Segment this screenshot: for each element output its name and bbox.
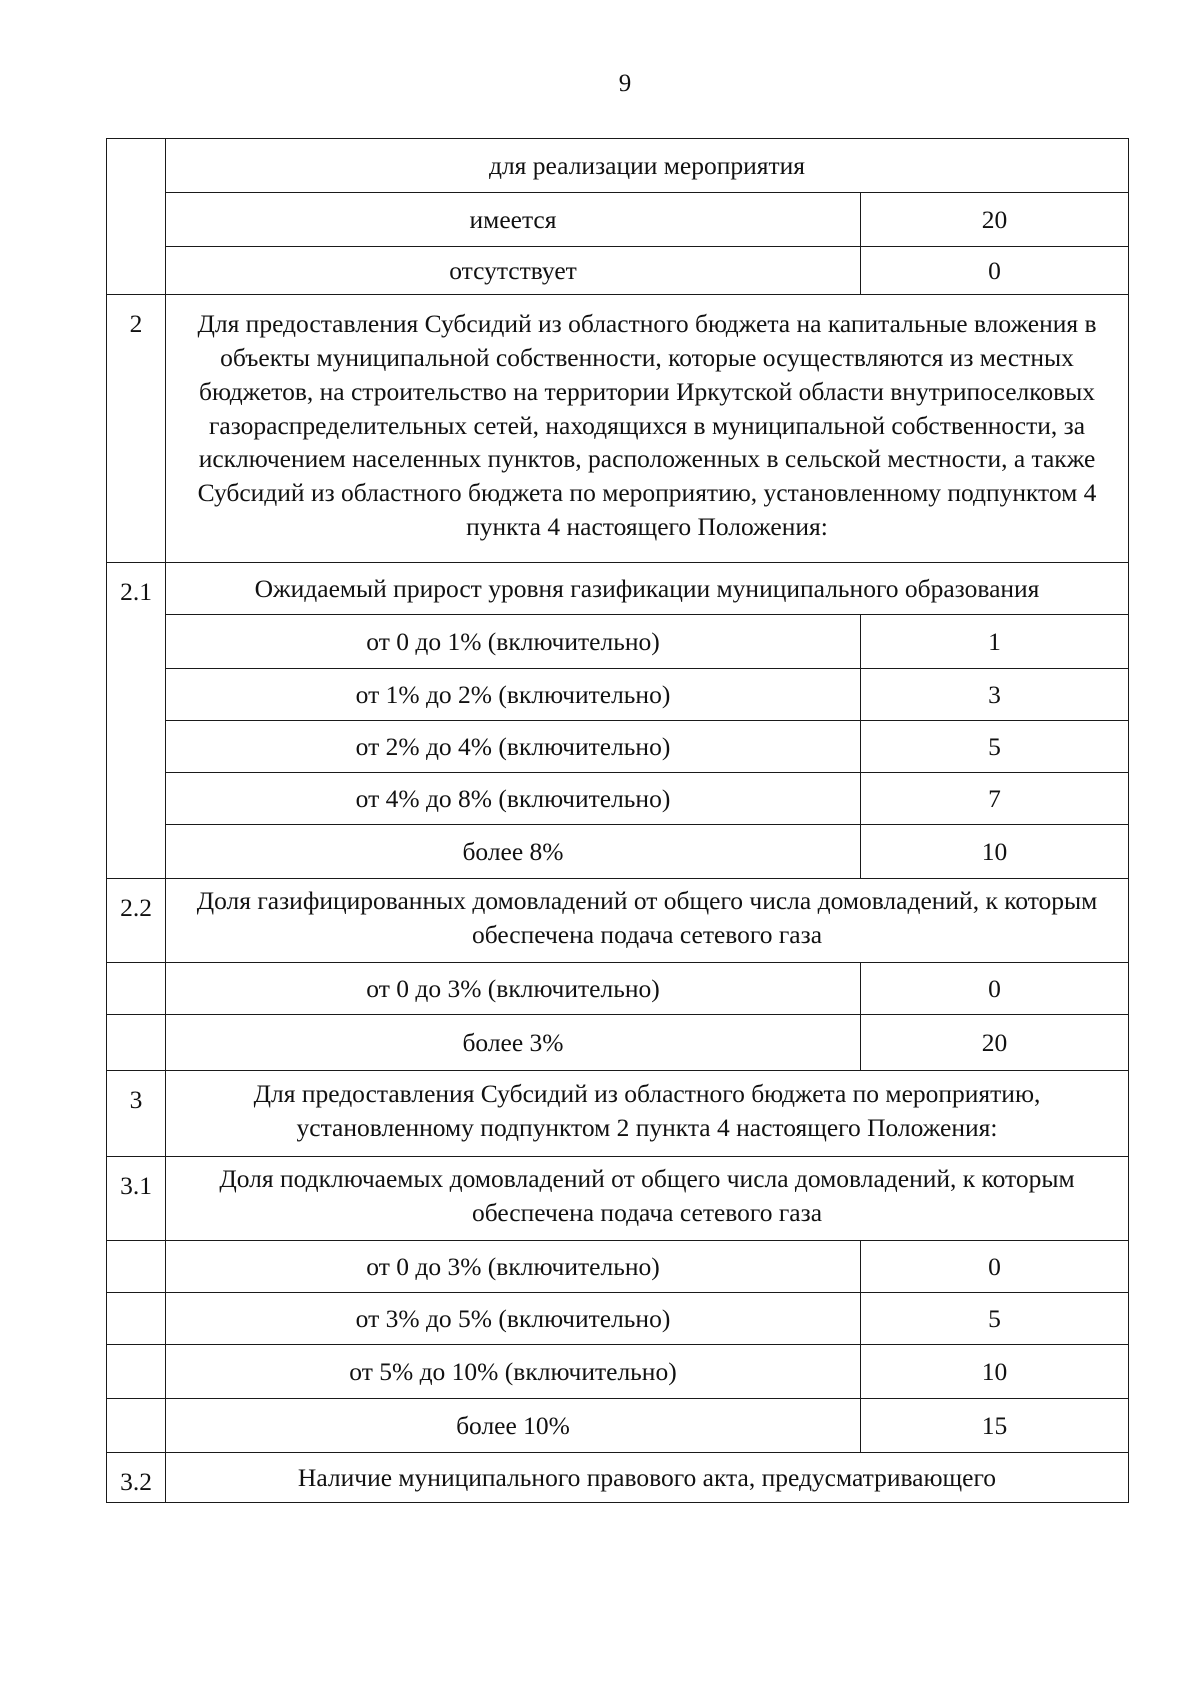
score-value: 1: [861, 615, 1129, 669]
table-row: [107, 563, 1129, 615]
row-number-cell: [107, 963, 166, 1015]
table-row: [107, 963, 1129, 1015]
score-value: 20: [861, 193, 1129, 247]
table-row: [107, 773, 1129, 825]
criterion-text: для реализации мероприятия: [166, 139, 1129, 193]
score-value: 5: [861, 721, 1129, 773]
table-row: [107, 295, 1129, 563]
row-number: 2.1: [107, 563, 166, 879]
table-row: [107, 193, 1129, 247]
option-label: от 4% до 8% (включительно): [166, 773, 861, 825]
page-number: 9: [618, 70, 632, 97]
score-value: 7: [861, 773, 1129, 825]
table-row: [107, 669, 1129, 721]
option-label: более 3%: [166, 1015, 861, 1071]
score-value: 0: [861, 247, 1129, 295]
criterion-text: Доля подключаемых домовладений от общего числа домовладений, к которым обеспечена подача сетевого газа: [166, 1157, 1129, 1241]
score-value: 20: [861, 1015, 1129, 1071]
score-value: 0: [861, 963, 1129, 1015]
table-row: [107, 1015, 1129, 1071]
row-number: 3.2: [107, 1453, 166, 1503]
table-row: [107, 1453, 1129, 1503]
row-number: 3: [107, 1071, 166, 1157]
row-number-cell: [107, 1293, 166, 1345]
option-label: более 8%: [166, 825, 861, 879]
option-label: от 0 до 1% (включительно): [166, 615, 861, 669]
table-row: [107, 615, 1129, 669]
criterion-text: Ожидаемый прирост уровня газификации муниципального образования: [166, 563, 1129, 615]
option-label: от 1% до 2% (включительно): [166, 669, 861, 721]
row-number-cell: [107, 1241, 166, 1293]
table-row: [107, 1345, 1129, 1399]
criterion-text: Для предоставления Субсидий из областного бюджета по мероприятию, установленному подпунктом 2 пункта 4 настоящего Положения:: [166, 1071, 1129, 1157]
option-label: от 2% до 4% (включительно): [166, 721, 861, 773]
row-number-cell: [107, 1345, 166, 1399]
table-row: [107, 247, 1129, 295]
row-number: 3.1: [107, 1157, 166, 1241]
option-label: от 0 до 3% (включительно): [166, 963, 861, 1015]
table-row: [107, 1071, 1129, 1157]
row-number: 2: [107, 295, 166, 563]
row-number-cell: [107, 1015, 166, 1071]
option-label: от 5% до 10% (включительно): [166, 1345, 861, 1399]
criterion-text: Наличие муниципального правового акта, предусматривающего: [166, 1453, 1129, 1503]
score-value: 15: [861, 1399, 1129, 1453]
score-value: 10: [861, 825, 1129, 879]
option-label: более 10%: [166, 1399, 861, 1453]
criteria-table: [106, 138, 1129, 1503]
criterion-text: Для предоставления Субсидий из областного бюджета на капитальные вложения в объекты муниципальной собственности, которые осуществляются из местных бюджетов, на строительство на территории Иркутской области внутрипоселковых газораспределительных сетей, находящихся в муниципальной собственности, за исключением населенных пунктов, расположенных в сельской местности, а также Субсидий из областного бюджета по мероприятию, установленному подпунктом 4 пункта 4 настоящего Положения:: [166, 295, 1129, 563]
option-label: отсутствует: [166, 247, 861, 295]
option-label: от 0 до 3% (включительно): [166, 1241, 861, 1293]
table-row: [107, 1157, 1129, 1241]
row-number-cell: [107, 139, 166, 295]
table-row: [107, 825, 1129, 879]
table-row: [107, 139, 1129, 193]
score-value: 5: [861, 1293, 1129, 1345]
row-number-cell: [107, 1399, 166, 1453]
criterion-text: Доля газифицированных домовладений от общего числа домовладений, к которым обеспечена подача сетевого газа: [166, 879, 1129, 963]
option-label: от 3% до 5% (включительно): [166, 1293, 861, 1345]
row-number: 2.2: [107, 879, 166, 963]
option-label: имеется: [166, 193, 861, 247]
score-value: 0: [861, 1241, 1129, 1293]
score-value: 3: [861, 669, 1129, 721]
table-row: [107, 721, 1129, 773]
table-row: [107, 879, 1129, 963]
table-row: [107, 1293, 1129, 1345]
table-row: [107, 1399, 1129, 1453]
score-value: 10: [861, 1345, 1129, 1399]
table-row: [107, 1241, 1129, 1293]
